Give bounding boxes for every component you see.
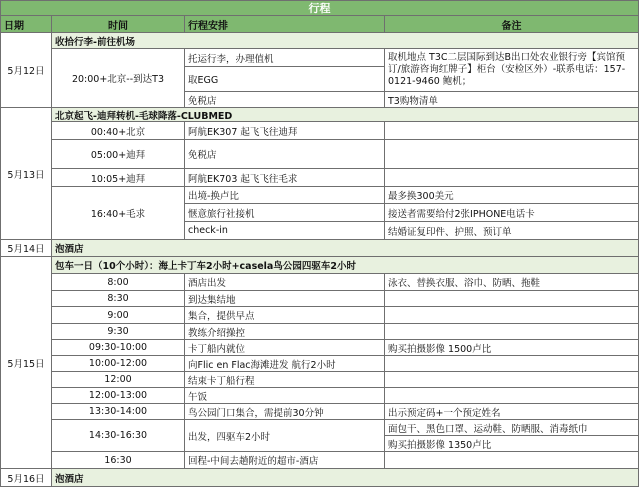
date-cell: 5月16日 xyxy=(0,469,52,487)
section-header: 泡酒店 xyxy=(52,240,639,257)
plan-cell: 卡丁船内就位 xyxy=(185,340,385,356)
note-cell: 购买拍摄影像 1500卢比 xyxy=(385,340,639,356)
time-cell: 12:00 xyxy=(52,372,185,388)
date-cell: 5月15日 xyxy=(0,257,52,469)
plan-cell: 阿航EK703 起飞飞往毛求 xyxy=(185,169,385,187)
time-cell: 14:30-16:30 xyxy=(52,420,185,452)
note-cell: 取机地点 T3C二层国际到达B出口处农业银行旁【宾馆预订/旅游咨询红牌子】柜台（安检区外）-联系电话：157-0121-9460 鲍机； xyxy=(385,49,639,92)
plan-cell: 结束卡丁船行程 xyxy=(185,372,385,388)
header-row xyxy=(0,16,639,33)
section-header: 泡酒店 xyxy=(52,469,639,487)
note-cell xyxy=(385,291,639,307)
time-cell: 16:30 xyxy=(52,452,185,469)
section-header: 收拾行李-前往机场 xyxy=(52,33,639,49)
section-header: 北京起飞-迪拜转机-毛球降落-CLUBMED xyxy=(52,108,639,122)
time-cell: 13:30-14:00 xyxy=(52,404,185,420)
header-time: 时间 xyxy=(52,16,185,33)
plan-cell: 托运行李，办理值机 xyxy=(185,49,385,67)
time-cell: 20:00+北京--到达T3 xyxy=(52,49,185,108)
note-cell xyxy=(385,388,639,404)
plan-cell: 出发，四驱车2小时 xyxy=(185,420,385,452)
time-cell: 10:05+迪拜 xyxy=(52,169,185,187)
plan-cell: 免税店 xyxy=(185,92,385,108)
sheet-title: 行程 xyxy=(0,0,639,16)
plan-cell: 教练介绍操控 xyxy=(185,324,385,340)
note-cell xyxy=(385,324,639,340)
note-cell xyxy=(385,169,639,187)
time-cell: 9:00 xyxy=(52,307,185,324)
plan-cell: 酒店出发 xyxy=(185,274,385,291)
header-plan: 行程安排 xyxy=(185,16,385,33)
time-cell: 8:30 xyxy=(52,291,185,307)
note-cell xyxy=(385,356,639,372)
note-cell xyxy=(385,140,639,169)
note-cell: T3购物清单 xyxy=(385,92,639,108)
plan-cell: 午饭 xyxy=(185,388,385,404)
plan-cell: 出境-换卢比 xyxy=(185,187,385,204)
time-cell: 09:30-10:00 xyxy=(52,340,185,356)
time-cell: 12:00-13:00 xyxy=(52,388,185,404)
time-cell: 9:30 xyxy=(52,324,185,340)
note-cell xyxy=(385,122,639,140)
plan-cell: check-in xyxy=(185,222,385,240)
date-cell: 5月12日 xyxy=(0,33,52,108)
header-date: 日期 xyxy=(0,16,52,33)
plan-cell: 向Flic en Flac海滩进发 航行2小时 xyxy=(185,356,385,372)
date-cell: 5月14日 xyxy=(0,240,52,257)
title-row xyxy=(0,0,639,16)
time-cell: 16:40+毛求 xyxy=(52,187,185,240)
note-cell: 购买拍摄影像 1350卢比 xyxy=(385,436,639,452)
plan-cell: 到达集结地 xyxy=(185,291,385,307)
time-cell: 00:40+北京 xyxy=(52,122,185,140)
note-cell xyxy=(385,307,639,324)
note-cell: 泳衣、替换衣服、浴巾、防晒、拖鞋 xyxy=(385,274,639,291)
note-cell xyxy=(385,372,639,388)
note-cell: 最多换300美元 xyxy=(385,187,639,204)
time-cell: 8:00 xyxy=(52,274,185,291)
plan-cell: 免税店 xyxy=(185,140,385,169)
time-cell: 10:00-12:00 xyxy=(52,356,185,372)
date-cell: 5月13日 xyxy=(0,108,52,240)
plan-cell: 阿航EK307 起飞飞往迪拜 xyxy=(185,122,385,140)
plan-cell: 鸟公园门口集合，需提前30分钟 xyxy=(185,404,385,420)
note-cell: 接送者需要给付2张IPHONE电话卡 xyxy=(385,204,639,222)
plan-cell: 集合，提供早点 xyxy=(185,307,385,324)
note-cell: 结婚证复印件、护照、预订单 xyxy=(385,222,639,240)
plan-cell: 取EGG xyxy=(185,67,385,92)
plan-cell: 惬意旅行社接机 xyxy=(185,204,385,222)
note-cell xyxy=(385,452,639,469)
header-notes: 备注 xyxy=(385,16,639,33)
time-cell: 05:00+迪拜 xyxy=(52,140,185,169)
plan-cell: 回程-中间去趟附近的超市-酒店 xyxy=(185,452,385,469)
note-cell: 面包干、黑色口罩、运动鞋、防晒服、消毒纸巾 xyxy=(385,420,639,436)
section-header: 包车一日（10个小时）：海上卡丁车2小时+casela鸟公园四驱车2小时 xyxy=(52,257,639,274)
note-cell: 出示预定码+一个预定姓名 xyxy=(385,404,639,420)
